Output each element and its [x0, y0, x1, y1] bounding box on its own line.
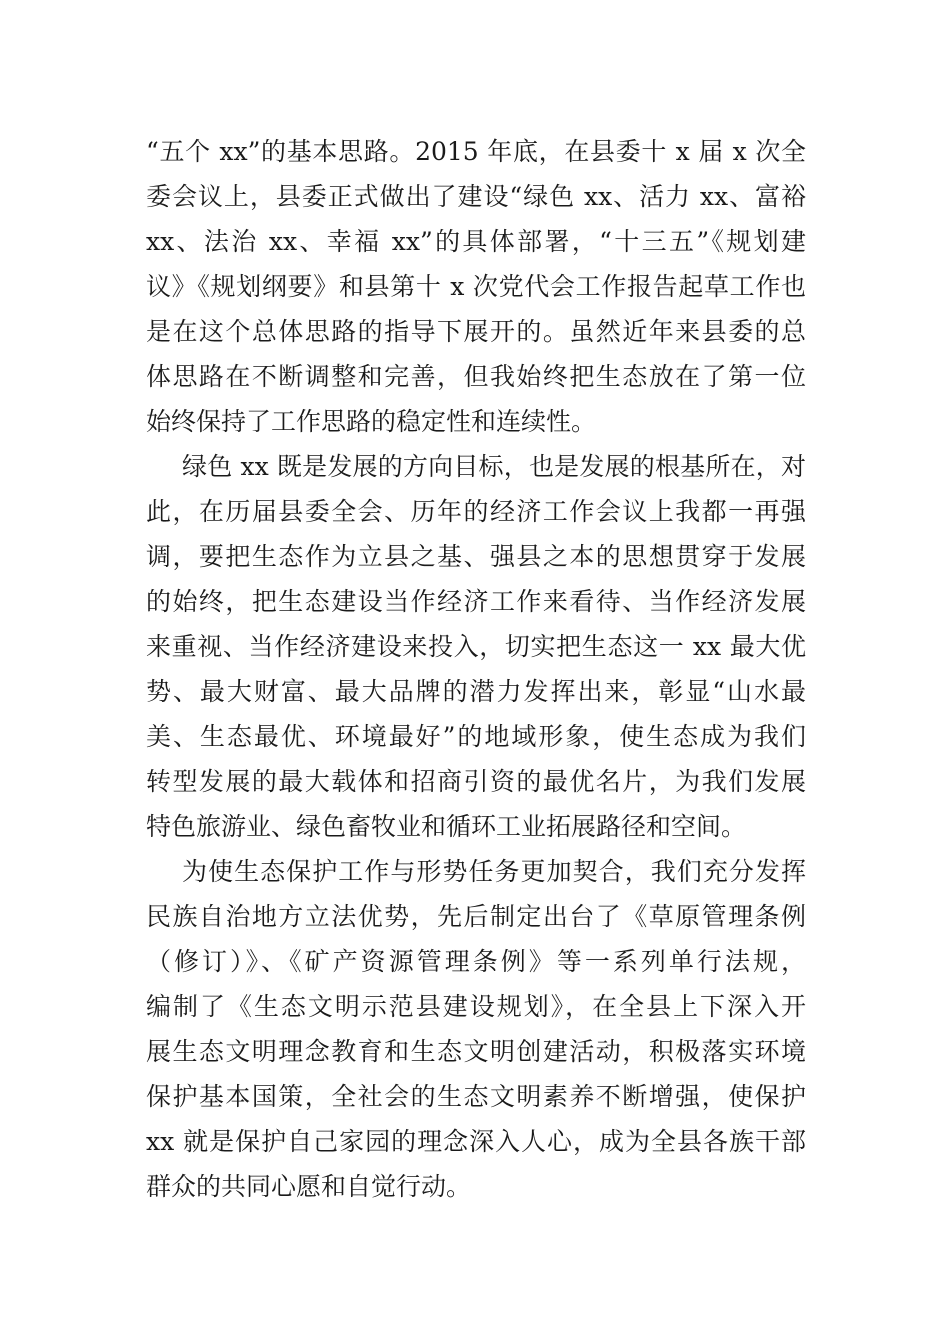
paragraph-line: 是在这个总体思路的指导下展开的。虽然近年来县委的总 [146, 317, 806, 346]
paragraph-line: 来重视、当作经济建设来投入，切实把生态这一 xx 最大优 [146, 632, 806, 661]
paragraph-line: （修订）》、《矿产资源管理条例》等一系列单行法规， [146, 947, 806, 976]
paragraph-line: 保护基本国策，全社会的生态文明素养不断增强，使保护 [146, 1082, 806, 1111]
document-body [146, 129, 806, 1209]
paragraph-line: “五个 xx”的基本思路。2015 年底，在县委十 x 届 x 次全 [146, 137, 806, 166]
paragraph-line: 展生态文明理念教育和生态文明创建活动，积极落实环境 [146, 1037, 806, 1066]
paragraph-line: 美、生态最优、环境最好”的地域形象，使生态成为我们 [146, 722, 806, 751]
paragraph-2 [146, 444, 806, 849]
paragraph-line: 调，要把生态作为立县之基、强县之本的思想贯穿于发展 [146, 542, 806, 571]
paragraph-line: 势、最大财富、最大品牌的潜力发挥出来，彰显“山水最 [146, 677, 806, 706]
paragraph-line: xx、法治 xx、幸福 xx”的具体部署，“十三五”《规划建 [146, 227, 806, 256]
paragraph-line: 体思路在不断调整和完善，但我始终把生态放在了第一位 [146, 362, 806, 391]
paragraph-line: 委会议上，县委正式做出了建设“绿色 xx、活力 xx、富裕 [146, 182, 806, 211]
paragraph-line: 编制了《生态文明示范县建设规划》，在全县上下深入开 [146, 992, 806, 1021]
paragraph-line: 的始终，把生态建设当作经济工作来看待、当作经济发展 [146, 587, 806, 616]
paragraph-line: 为使生态保护工作与形势任务更加契合，我们充分发挥 [182, 857, 806, 886]
paragraph-line: 绿色 xx 既是发展的方向目标，也是发展的根基所在，对 [182, 452, 806, 481]
paragraph-line: 始终保持了工作思路的稳定性和连续性。 [146, 407, 597, 436]
paragraph-line: 群众的共同心愿和自觉行动。 [146, 1172, 472, 1201]
paragraph-line: xx 就是保护自己家园的理念深入人心，成为全县各族干部 [146, 1127, 806, 1156]
paragraph-line: 此，在历届县委全会、历年的经济工作会议上我都一再强 [146, 497, 806, 526]
paragraph-line: 议》《规划纲要》和县第十 x 次党代会工作报告起草工作也 [146, 272, 806, 301]
paragraph-1 [146, 129, 806, 444]
paragraph-line: 民族自治地方立法优势，先后制定出台了《草原管理条例 [146, 902, 806, 931]
paragraph-line: 转型发展的最大载体和招商引资的最优名片，为我们发展 [146, 767, 806, 796]
paragraph-3 [146, 849, 806, 1209]
paragraph-line: 特色旅游业、绿色畜牧业和循环工业拓展路径和空间。 [146, 812, 747, 841]
